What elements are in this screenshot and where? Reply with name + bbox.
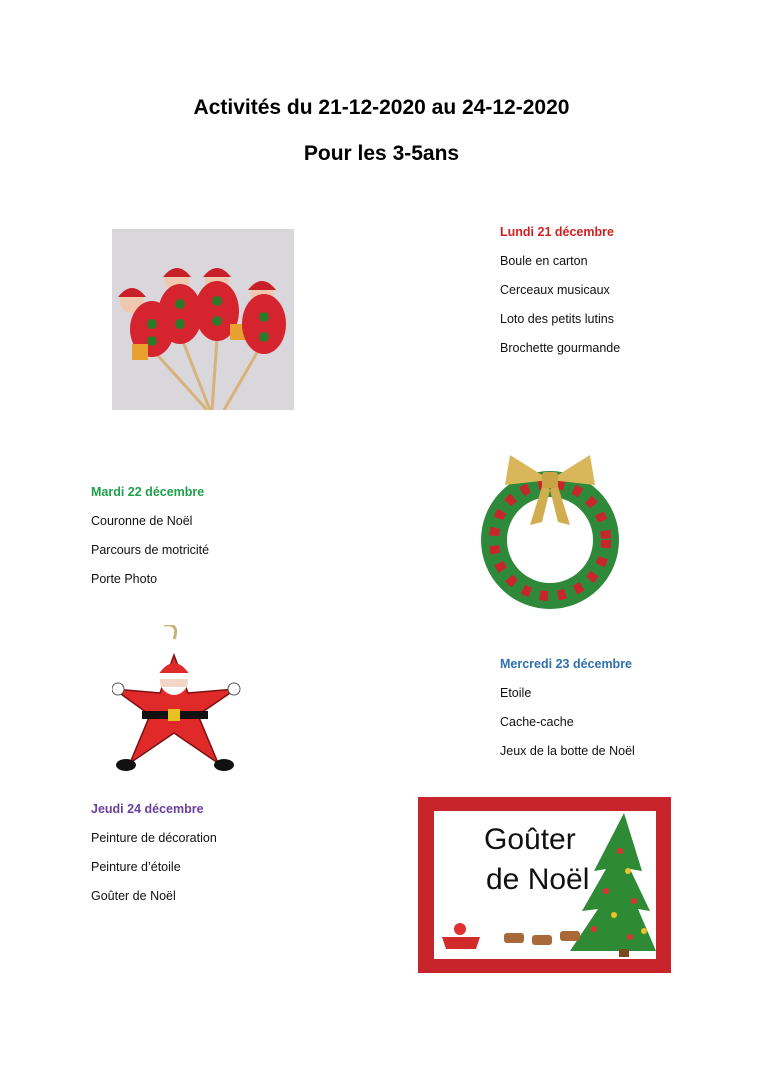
christmas-wreath-image [470,440,630,610]
day-wednesday [500,650,635,766]
day-heading: Jeudi 24 décembre [91,802,204,816]
activity-item: Cerceaux musicaux [500,283,610,297]
activity-item: Parcours de motricité [91,543,210,557]
activity-item: Jeux de la botte de Noël [500,744,635,758]
card-panel [434,811,656,959]
activity-item: Brochette gourmande [500,341,621,355]
activity-item: Porte Photo [91,572,158,586]
gouter-de-noel-card [418,797,671,973]
card-text-line2: de Noël [486,863,590,896]
santa-star-craft-image [112,625,242,775]
day-heading: Mercredi 23 décembre [500,657,633,671]
activity-item: Couronne de Noël [91,514,193,528]
day-monday [500,218,620,363]
christmas-tree-sleigh-icon [434,811,656,959]
card-text-line1: Goûter [484,823,576,856]
activity-item: Peinture de décoration [91,831,217,845]
page-subtitle: Pour les 3-5ans [303,142,460,165]
activity-item: Loto des petits lutins [500,312,614,326]
day-heading: Mardi 22 décembre [91,485,205,499]
santa-skewers-photo [112,229,294,410]
activity-item: Etoile [500,686,532,700]
activity-item: Boule en carton [500,254,588,268]
day-tuesday [91,478,209,594]
page-title: Activités du 21-12-2020 au 24-12-2020 [193,96,570,119]
activity-item: Goûter de Noël [91,889,176,903]
day-heading: Lundi 21 décembre [500,225,614,239]
activity-item: Peinture d’étoile [91,860,181,874]
activity-item: Cache-cache [500,715,574,729]
day-thursday [91,795,217,911]
